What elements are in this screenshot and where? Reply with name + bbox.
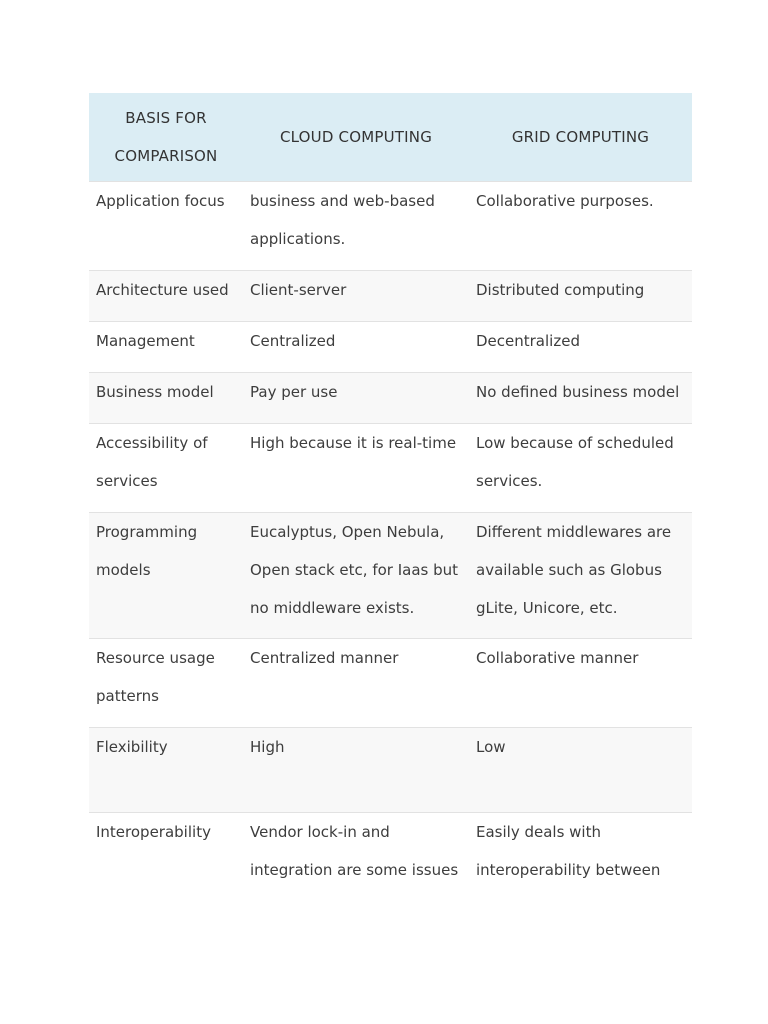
table-body (89, 182, 692, 893)
table-header (89, 93, 692, 182)
row-basis-cell: Business model (89, 373, 243, 424)
row-cloud-cell: High because it is real-time (243, 424, 469, 513)
table-row (89, 322, 692, 373)
row-grid-cell: Collaborative purposes. (469, 182, 692, 271)
header-row (89, 93, 692, 182)
row-grid-cell: Low because of scheduled services. (469, 424, 692, 513)
row-cloud-cell: Client-server (243, 271, 469, 322)
row-cloud-cell: Centralized (243, 322, 469, 373)
row-cloud-cell: Eucalyptus, Open Nebula, Open stack etc, for Iaas but no middleware exists. (243, 513, 469, 639)
header-basis: BASIS FOR COMPARISON (89, 93, 243, 182)
row-basis-cell: Resource usage patterns (89, 639, 243, 728)
comparison-table-container (89, 93, 692, 893)
row-grid-cell: Distributed computing (469, 271, 692, 322)
table-row (89, 639, 692, 728)
row-grid-cell: Collaborative manner (469, 639, 692, 728)
row-cloud-cell: Pay per use (243, 373, 469, 424)
table-row (89, 373, 692, 424)
row-cloud-cell: Vendor lock-in and integration are some issues (243, 813, 469, 893)
table-row (89, 271, 692, 322)
row-basis-cell: Accessibility of services (89, 424, 243, 513)
table-row (89, 813, 692, 893)
row-basis-cell: Management (89, 322, 243, 373)
row-grid-cell: No defined business model (469, 373, 692, 424)
row-grid-cell: Easily deals with interoperability between (469, 813, 692, 893)
row-grid-cell: Decentralized (469, 322, 692, 373)
row-cloud-cell: High (243, 728, 469, 813)
row-basis-cell: Programming models (89, 513, 243, 639)
row-grid-cell: Different middlewares are available such as Globus gLite, Unicore, etc. (469, 513, 692, 639)
header-grid-computing: GRID COMPUTING (469, 93, 692, 182)
row-basis-cell: Architecture used (89, 271, 243, 322)
row-cloud-cell: business and web-based applications. (243, 182, 469, 271)
table-row (89, 513, 692, 639)
row-grid-cell: Low (469, 728, 692, 813)
row-basis-cell: Interoperability (89, 813, 243, 893)
table-row (89, 182, 692, 271)
row-basis-cell: Application focus (89, 182, 243, 271)
row-cloud-cell: Centralized manner (243, 639, 469, 728)
comparison-table (89, 93, 692, 893)
row-basis-cell: Flexibility (89, 728, 243, 813)
table-row (89, 728, 692, 813)
header-cloud-computing: CLOUD COMPUTING (243, 93, 469, 182)
table-row (89, 424, 692, 513)
